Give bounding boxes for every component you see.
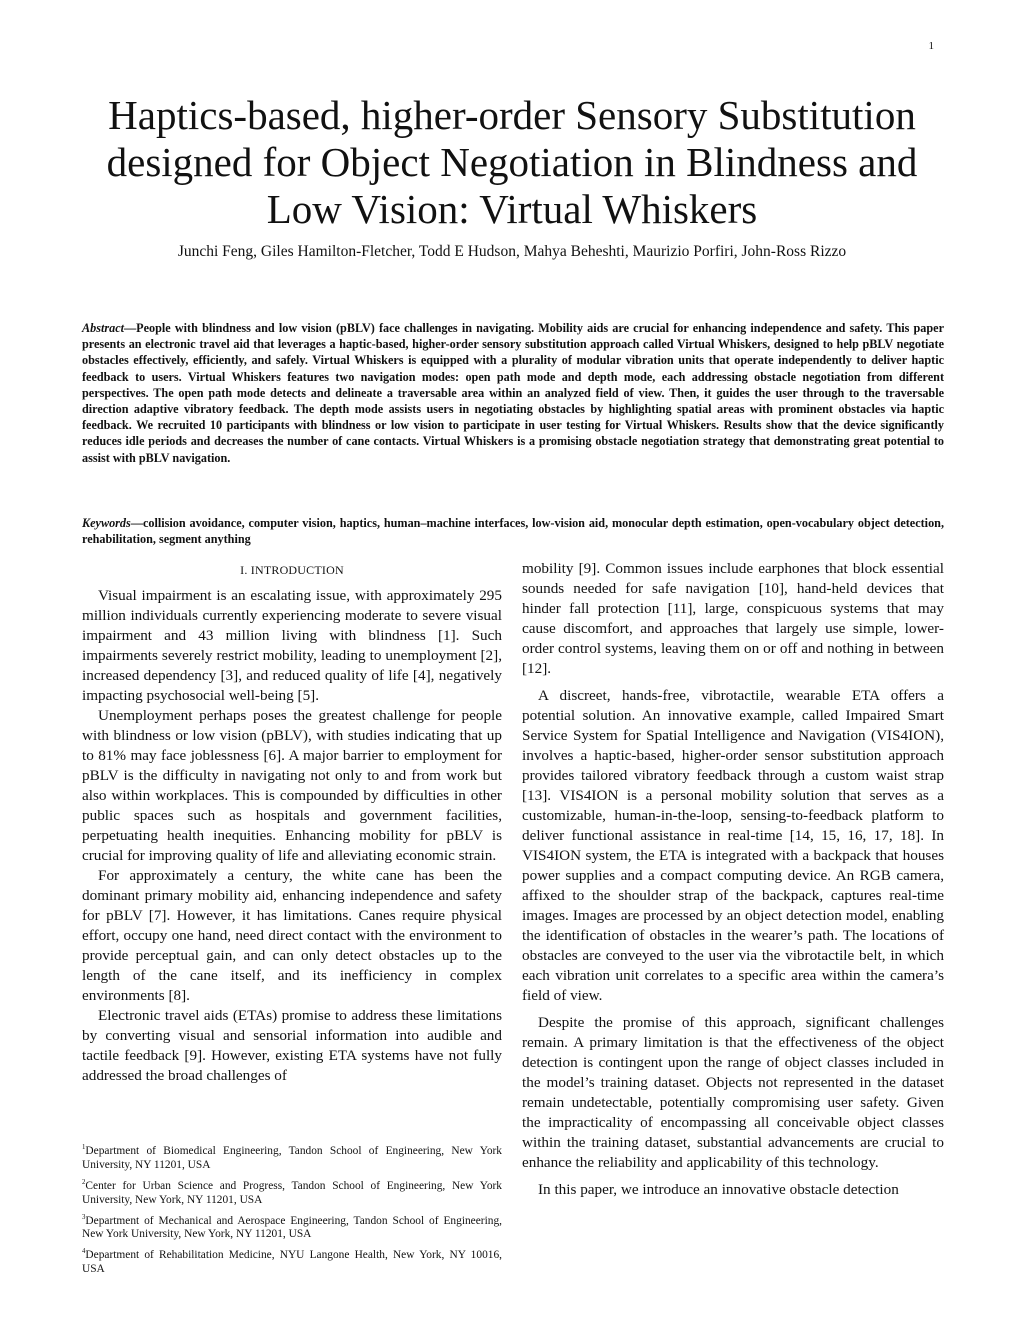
keywords-text: collision avoidance, computer vision, haptics, human–machine interfaces, low-vision aid, monocular depth estimation, open-vocabulary object detection, rehabilitation, segment anything <box>82 516 944 547</box>
footnote-mark: 4 <box>82 1248 86 1256</box>
footnote-text: Department of Biomedical Engineering, Tandon School of Engineering, New York University, NY 11201, USA <box>82 1144 502 1171</box>
abstract <box>82 320 944 466</box>
keywords-label: Keywords <box>82 516 131 530</box>
paragraph: In this paper, we introduce an innovative obstacle detection <box>538 1181 899 1198</box>
author-list: Junchi Feng, Giles Hamilton-Fletcher, Todd E Hudson, Mahya Beheshti, Maurizio Porfiri, John-Ross Rizzo <box>177 243 847 260</box>
title-line: designed for Object Negotiation in Blindness and <box>106 139 918 185</box>
abstract-dash: — <box>123 321 137 335</box>
page-number: 1 <box>928 40 934 52</box>
footnote <box>82 1176 502 1207</box>
abstract-text: People with blindness and low vision (pBLV) face challenges in navigating. Mobility aids are crucial for enhancing independence and safety. This paper presents an electronic travel aid that leverages a haptic-based, higher-order sensory substitution approach called Virtual Whiskers, designed to help pBLV negotiate obstacles effectively, efficiently, and safely. Virtual Whiskers is equipped with a plurality of modular vibration units that operate independently to deliver haptic feedback to users. Virtual Whiskers features two navigation modes: open path mode and depth mode, each addressing obstacle negotiation from different perspectives. The open path mode detects and delineate a traversable area within an analyzed field of view. Then, it guides the user through to the traversable direction adaptive vibratory feedback. The depth mode assists users in negotiating obstacles by highlighting spatial areas with prominent obstacles via haptic feedback. We recruited 10 participants with blindness or low vision to participate in user testing for Virtual Whiskers. Results show that the device significantly reduces idle periods and decreases the number of cane contacts. Virtual Whiskers is a promising obstacle negotiation strategy that demonstrating great potential to assist with pBLV navigation. <box>82 321 944 465</box>
title-line: Low Vision: Virtual Whiskers <box>266 186 758 232</box>
keywords-dash: — <box>130 516 143 530</box>
keywords <box>82 515 944 547</box>
footnote-text: Department of Rehabilitation Medicine, NYU Langone Health, New York, NY 10016, USA <box>82 1249 502 1276</box>
paragraph: mobility [9]. Common issues include earphones that block essential sounds needed for safe navigation [10], hand-held devices that hinder fall protection [11], large, conspicuous systems that may cause discomfort, and approaches that largely use simple, lower-order control systems, leaving them on or off and nothing in between [12]. <box>522 560 944 677</box>
section-heading: I. INTRODUCTION <box>240 563 344 577</box>
paper-title <box>80 92 944 233</box>
paragraph: Visual impairment is an escalating issue, with approximately 295 million individuals currently experiencing moderate to severe visual impairment and 43 million living with blindness [1]. Such impairments severely restrict mobility, leading to unemployment [2], increased dependency [3], and reduced quality of life [4], negatively impacting psychosocial well-being [5]. <box>82 587 502 704</box>
title-line: Haptics-based, higher-order Sensory Substitution <box>108 92 916 138</box>
paragraph: Despite the promise of this approach, significant challenges remain. A primary limitation is that the effectiveness of the object detection is contingent upon the range of object classes included in the model’s training dataset. Objects not represented in the dataset remain undetectable, potentially compromising user safety. Given the impracticality of encompassing all conceivable object classes within the training dataset, substantial advancements are crucial to enhance the reliability and applicability of this technology. <box>522 1014 944 1171</box>
left-column <box>82 560 502 1086</box>
affiliation-footnotes <box>82 1141 502 1280</box>
right-column <box>522 559 944 1200</box>
paragraph: For approximately a century, the white cane has been the dominant primary mobility aid, enhancing independence and safety for pBLV [7]. However, it has limitations. Canes require physical effort, occupy one hand, need direct contact with the environment to provide perceptual gain, and can only detect obstacles up to the length of the cane itself, and its inefficiency in complex environments [8]. <box>82 867 502 1004</box>
abstract-label: Abstract <box>82 321 124 335</box>
paragraph: A discreet, hands-free, vibrotactile, wearable ETA offers a potential solution. An innovative example, called Impaired Smart Service System for Spatial Intelligence and Navigation (VIS4ION), involves a haptic-based, higher-order sensor substitution approach provides tailored vibratory feedback through a custom waist strap [13]. VIS4ION is a personal mobility solution that serves as a customizable, human-in-the-loop, sensing-to-feedback platform to deliver functional assistance in real-time [14, 15, 16, 17, 18]. In VIS4ION system, the ETA is integrated with a backpack that houses power supplies and a compact computing device. An RGB camera, affixed to the shoulder strap of the backpack, captures real-time images. Images are processed by an object detection model, enabling the identification of obstacles in the wearer’s path. The locations of obstacles are conveyed to the user via the vibrotactile belt, in which each vibration unit correlates to a specific area within the camera’s field of view. <box>522 687 944 1004</box>
footnote-mark: 2 <box>82 1178 86 1186</box>
paragraph: Electronic travel aids (ETAs) promise to address these limitations by converting visual and sensorial information into audible and tactile feedback [9]. However, existing ETA systems have not fully addressed the broad challenges of <box>82 1007 502 1084</box>
footnote <box>82 1141 502 1172</box>
footnote-mark: 1 <box>82 1144 86 1151</box>
footnote-mark: 3 <box>82 1213 86 1221</box>
paragraph: Unemployment perhaps poses the greatest challenge for people with blindness or low vision (pBLV), with studies indicating that up to 81% may face joblessness [6]. A major barrier to employment for pBLV is the difficulty in navigating not only to and from work but also within workplaces. This is compounded by difficulties in other public spaces such as hospitals and government facilities, perpetuating health inequities. Enhancing mobility for pBLV is crucial for improving quality of life and alleviating economic strain. <box>82 707 502 864</box>
footnote-text: Department of Mechanical and Aerospace Engineering, Tandon School of Engineering, New York University, New York, NY 11201, USA <box>82 1214 502 1241</box>
footnote <box>82 1245 502 1276</box>
footnote-text: Center for Urban Science and Progress, Tandon School of Engineering, New York University, New York, NY 11201, USA <box>82 1179 502 1206</box>
footnote <box>82 1211 502 1242</box>
